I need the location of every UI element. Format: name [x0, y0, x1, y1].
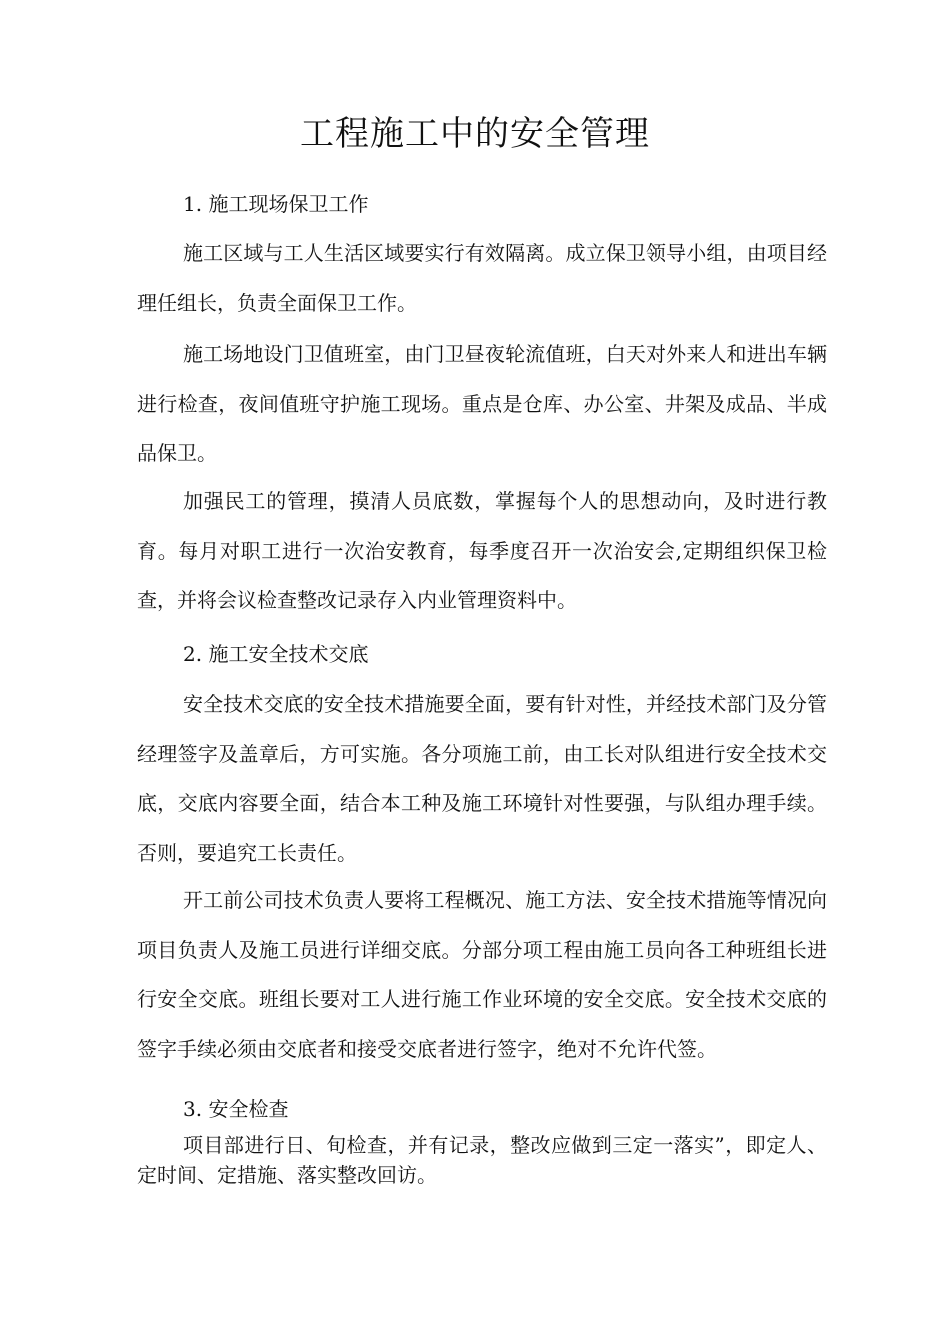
paragraph-3-1: 项目部进行日、旬检查，并有记录，整改应做到三定一落实”，即定人、定时间、定措施、落实整改回访。	[137, 1133, 827, 1187]
section-heading-1: 1. 施工现场保卫工作	[183, 192, 369, 216]
paragraph-2-2: 开工前公司技术负责人要将工程概况、施工方法、安全技术措施等情况向项目负责人及施工员进行详细交底。分部分项工程由施工员向各工种班组长进行安全交底。班组长要对工人进行施工作业环境的安全交底。安全技术交底的签字手续必须由交底者和接受交底者进行签字，绝对不允许代签。	[137, 888, 827, 1061]
paragraph-2-1: 安全技术交底的安全技术措施要全面，要有针对性，并经技术部门及分管经理签字及盖章后，方可实施。各分项施工前，由工长对队组进行安全技术交底，交底内容要全面，结合本工种及施工环境针对性要强，与队组办理手续。否则，要追究工长责任。	[137, 692, 827, 865]
paragraph-1-2: 施工场地设门卫值班室，由门卫昼夜轮流值班，白天对外来人和进出车辆进行检查，夜间值班守护施工现场。重点是仓库、办公室、井架及成品、半成品保卫。	[137, 342, 827, 465]
section-heading-2: 2. 施工安全技术交底	[183, 642, 369, 666]
section-heading-3: 3. 安全检查	[183, 1097, 289, 1121]
document-title: 工程施工中的安全管理	[300, 114, 650, 154]
paragraph-1-3: 加强民工的管理，摸清人员底数，掌握每个人的思想动向，及时进行教育。每月对职工进行一次治安教育，每季度召开一次治安会,定期组织保卫检查，并将会议检查整改记录存入内业管理资料中。	[137, 489, 827, 612]
paragraph-1-1: 施工区域与工人生活区域要实行有效隔离。成立保卫领导小组，由项目经理任组长，负责全面保卫工作。	[137, 241, 827, 315]
